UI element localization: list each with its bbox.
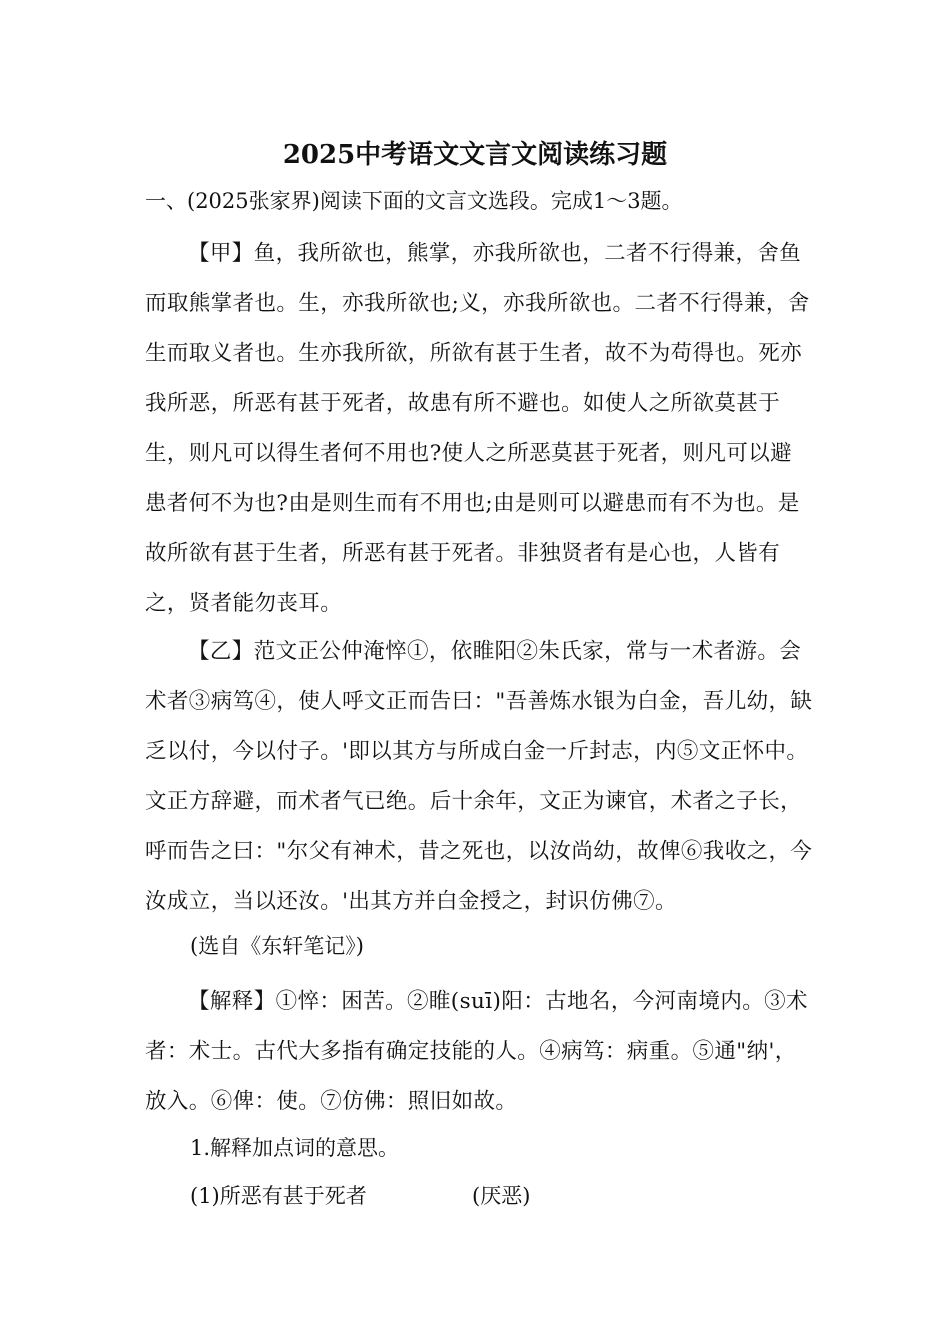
source-citation: (选自《东轩笔记》) [190,934,364,958]
question-1-item-1: (1)所恶有甚于死者 [190,1184,367,1208]
section-heading: 一、(2025张家界)阅读下面的文言文选段。完成1～3题。 [145,189,683,213]
passage-yi: 【乙】范文正公仲淹悴①，依睢阳②朱氏家，常与一术者游。会术者③病笃④，使人呼文正而告曰："吾善炼水银为白金，吾儿幼，缺乏以付，今以付子。'即以其方与所成白金一斤封志，内⑤文正怀中。文正方辞避，而术者气已绝。后十余年，文正为谏官，术者之子长，呼而告之曰："尔父有神术，昔之死也，以汝尚幼，故俾⑥我收之，今汝成立，当以还汝。'出其方并白金授之，封识仿佛⑦。 [145,639,813,914]
annotation-notes: 【解释】①悴：困苦。②睢(suī)阳：古地名，今河南境内。③术者：术士。古代大多指有确定技能的人。④病笃：病重。⑤通"纳'，放入。⑥俾：使。⑦仿佛：照旧如故。 [145,989,808,1114]
passage-jia: 【甲】鱼，我所欲也，熊掌，亦我所欲也，二者不行得兼，舍鱼而取熊掌者也。生，亦我所欲也;义，亦我所欲也。二者不行得兼，舍生而取义者也。生亦我所欲，所欲有甚于生者，故不为苟得也。死亦我所恶，所恶有甚于死者，故患有所不避也。如使人之所欲莫甚于生，则凡可以得生者何不用也?使人之所恶莫甚于死者，则凡可以避患者何不为也?由是则生而有不用也;由是则可以避患而有不为也。是故所欲有甚于生者，所恶有甚于死者。非独贤者有是心也，人皆有之，贤者能勿丧耳。 [145,241,810,616]
document-title: 2025中考语文文言文阅读练习题 [282,140,668,170]
question-1: 1.解释加点词的意思。 [190,1136,400,1160]
question-1-item-1-answer: (厌恶) [472,1184,531,1208]
